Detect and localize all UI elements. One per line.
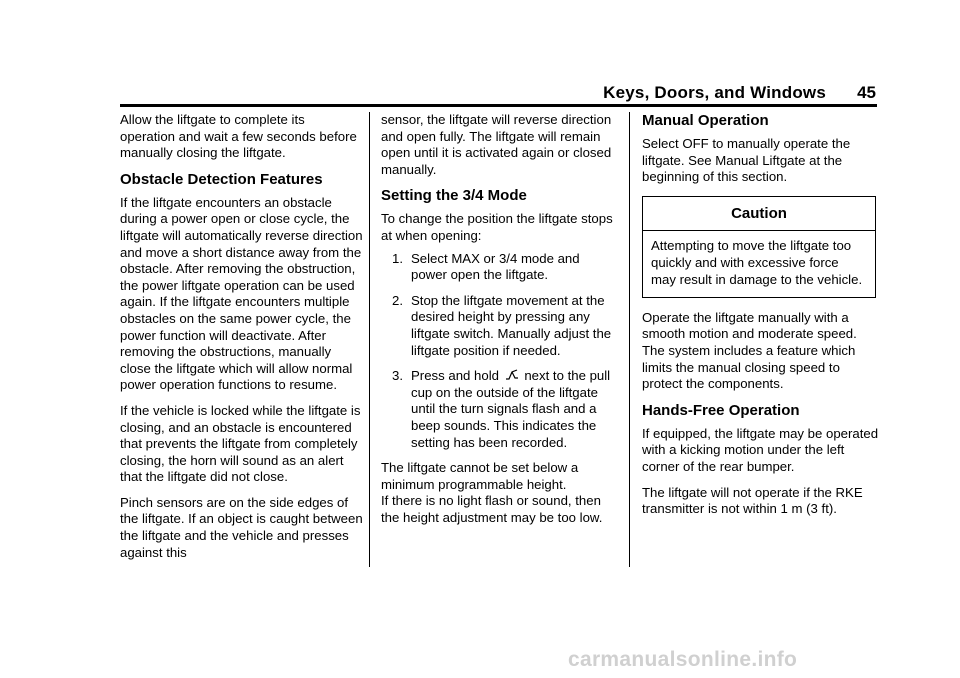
caution-body: Attempting to move the liftgate too quickly and with excessive force may result in damage to the vehicle.	[651, 238, 863, 287]
column-divider	[629, 112, 630, 567]
heading-setting-mode: Setting the 3/4 Mode	[381, 187, 527, 205]
column-3	[642, 112, 880, 527]
paragraph: Allow the liftgate to complete its operation and wait a few seconds before manually closing the liftgate.	[120, 112, 357, 161]
list-item	[381, 368, 616, 451]
paragraph: If the vehicle is locked while the liftgate is closing, and an obstacle is encountered that prevents the liftgate from completely closing, the horn will sound as an alert that the liftgate did not close.	[120, 402, 361, 485]
paragraph: If the liftgate encounters an obstacle during a power open or close cycle, the liftgate will automatically reverse direction and move a short distance away from the obstacle. After removing the obstruction, the power liftgate operation can be used again. If the liftgate encounters multiple obstacles on the same power cycle, the power function will deactivate. After removing the obstructions, manually close the liftgate which will allow normal power operation functions to resume.	[120, 194, 363, 393]
paragraph: To change the position the liftgate stops at when opening:	[381, 211, 613, 243]
caution-title: Caution	[643, 197, 875, 232]
column-2	[381, 112, 616, 535]
step-text: Stop the liftgate movement at the desired height by pressing any liftgate switch. Manually adjust the liftgate position if needed.	[411, 292, 612, 358]
heading-manual-operation: Manual Operation	[642, 112, 769, 129]
paragraph: If there is no light flash or sound, then the height adjustment may be too low.	[381, 493, 603, 525]
paragraph: The liftgate cannot be set below a minimum programmable height.	[381, 460, 579, 492]
header-rule	[120, 104, 877, 107]
page-number: 45	[857, 83, 876, 102]
step-number: 1.	[392, 250, 403, 266]
paragraph: Operate the liftgate manually with a smooth motion and moderate speed. The system includes a feature which limits the manual closing speed to protect the components.	[642, 309, 857, 392]
heading-hands-free: Hands-Free Operation	[642, 401, 800, 419]
list-item	[381, 251, 616, 284]
heading-obstacle-detection: Obstacle Detection Features	[120, 170, 323, 188]
column-divider	[369, 112, 370, 567]
list-item	[381, 293, 616, 359]
paragraph: Pinch sensors are on the side edges of the liftgate. If an object is caught between the liftgate and the vehicle and presses against this	[120, 494, 363, 560]
liftgate-icon	[505, 368, 519, 382]
step-text: Select MAX or 3/4 mode and power open the liftgate.	[411, 250, 580, 283]
column-1	[120, 112, 363, 570]
paragraph: Select OFF to manually operate the liftgate. See Manual Liftgate at the beginning of this section.	[642, 136, 851, 185]
step-number: 3.	[392, 368, 403, 384]
section-title: Keys, Doors, and Windows	[603, 83, 826, 102]
watermark: carmanualsonline.info	[568, 648, 798, 671]
step-text: next to the pull cup on the outside of the liftgate until the turn signals flash and a beep sounds. This indicates the setting has been recorded.	[411, 368, 611, 450]
step-number: 2.	[392, 292, 403, 308]
paragraph: sensor, the liftgate will reverse direction and open fully. The liftgate will remain open until it is activated again or closed manually.	[381, 112, 612, 177]
paragraph: If equipped, the liftgate may be operated with a kicking motion under the left corner of the rear bumper.	[642, 425, 879, 474]
paragraph: The liftgate will not operate if the RKE transmitter is not within 1 m (3 ft).	[642, 484, 863, 517]
caution-box	[642, 196, 876, 298]
steps-list	[381, 251, 616, 452]
step-text: Press and hold	[411, 368, 499, 384]
